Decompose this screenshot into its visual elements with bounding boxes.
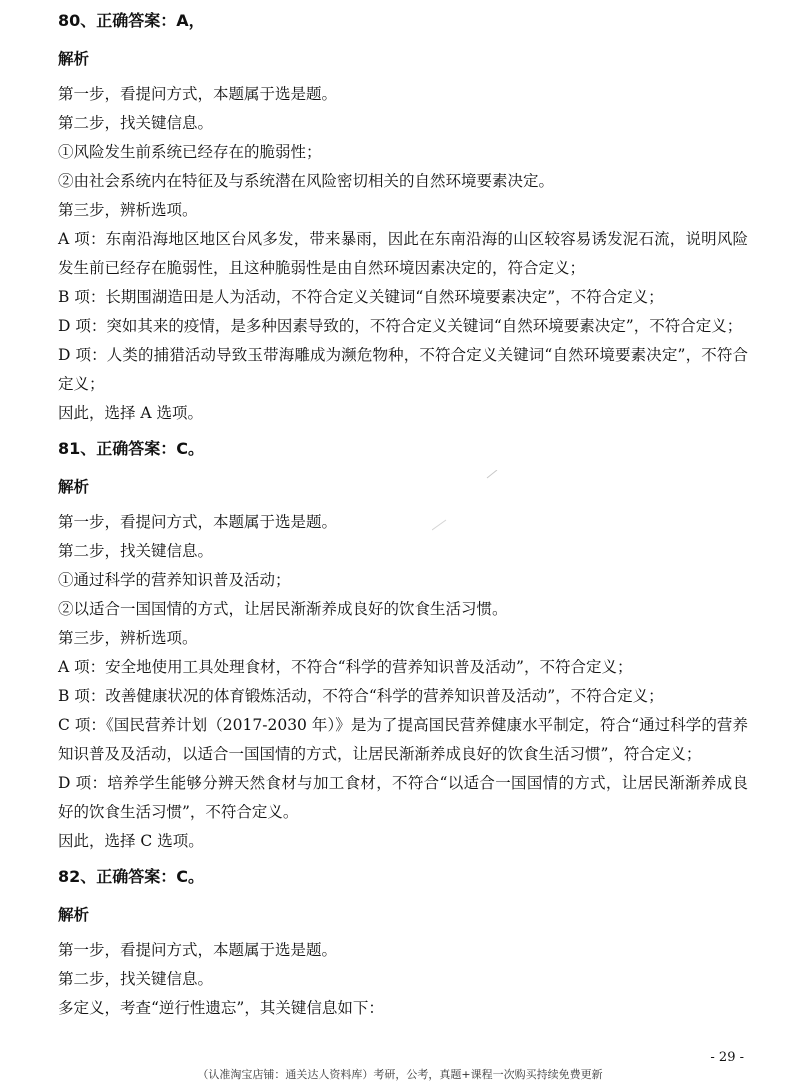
analysis-line: 第三步，辨析选项。 [58,201,198,219]
option-d-analysis: D 项：人类的捕猎活动导致玉带海雕成为濒危物种，不符合定义关键词“自然环境要素决定”，不符合定义； [58,346,748,393]
analysis-line: 第二步，找关键信息。 [58,542,214,560]
question-heading: 81、正确答案：C。 [58,439,205,458]
option-a-analysis: A 项：安全地使用工具处理食材，不符合“科学的营养知识普及活动”，不符合定义； [58,658,633,676]
analysis-line: ②以适合一国国情的方式，让居民渐渐养成良好的饮食生活习惯。 [58,600,508,618]
analysis-line: 第三步，辨析选项。 [58,629,198,647]
question-82 [58,862,748,1023]
question-80 [58,6,748,428]
analysis-line: 第二步，找关键信息。 [58,114,214,132]
question-heading: 82、正确答案：C。 [58,867,205,886]
option-d-analysis: D 项：培养学生能够分辨天然食材与加工食材，不符合“以适合一国国情的方式，让居民渐渐养成良好的饮食生活习惯”，不符合定义。 [58,774,748,821]
footer-note: （认准淘宝店铺：通关达人资料库）考研，公考，真题+课程一次购买持续免费更新 [197,1068,603,1081]
analysis-line: 第一步，看提问方式，本题属于选是题。 [58,941,338,959]
option-a-analysis: A 项：东南沿海地区地区台风多发，带来暴雨，因此在东南沿海的山区较容易诱发泥石流，说明风险发生前已经存在脆弱性，且这种脆弱性是由自然环境因素决定的，符合定义； [58,230,748,277]
conclusion-line: 因此，选择 C 选项。 [58,832,204,850]
page-number: - 29 - [710,1050,744,1065]
conclusion-line: 因此，选择 A 选项。 [58,404,204,422]
question-heading: 80、正确答案：A， [58,11,205,30]
option-c-analysis: C 项：《国民营养计划（2017-2030 年）》是为了提高国民营养健康水平制定，符合“通过科学的营养知识普及及活动，以适合一国国情的方式，让居民渐渐养成良好的饮食生活习惯”，符合定义； [58,716,748,763]
analysis-line: ②由社会系统内在特征及与系统潜在风险密切相关的自然环境要素决定。 [58,172,555,190]
question-81 [58,434,748,856]
analysis-line: 第一步，看提问方式，本题属于选是题。 [58,85,338,103]
option-b-analysis: B 项：改善健康状况的体育锻炼活动，不符合“科学的营养知识普及活动”，不符合定义； [58,687,664,705]
option-d-analysis: D 项：突如其来的疫情，是多种因素导致的，不符合定义关键词“自然环境要素决定”，不符合定义； [58,317,743,335]
analysis-line: 多定义，考查“逆行性遗忘”，其关键信息如下： [58,999,384,1017]
analysis-label: 解析 [58,906,90,924]
scan-mark-icon [432,470,522,540]
analysis-label: 解析 [58,478,90,496]
analysis-line: ①通过科学的营养知识普及活动； [58,571,291,589]
option-b-analysis: B 项：长期围湖造田是人为活动，不符合定义关键词“自然环境要素决定”，不符合定义； [58,288,664,306]
analysis-line: 第二步，找关键信息。 [58,970,214,988]
document-page [58,6,748,1023]
analysis-line: ①风险发生前系统已经存在的脆弱性； [58,143,322,161]
analysis-line: 第一步，看提问方式，本题属于选是题。 [58,513,338,531]
analysis-label: 解析 [58,50,90,68]
